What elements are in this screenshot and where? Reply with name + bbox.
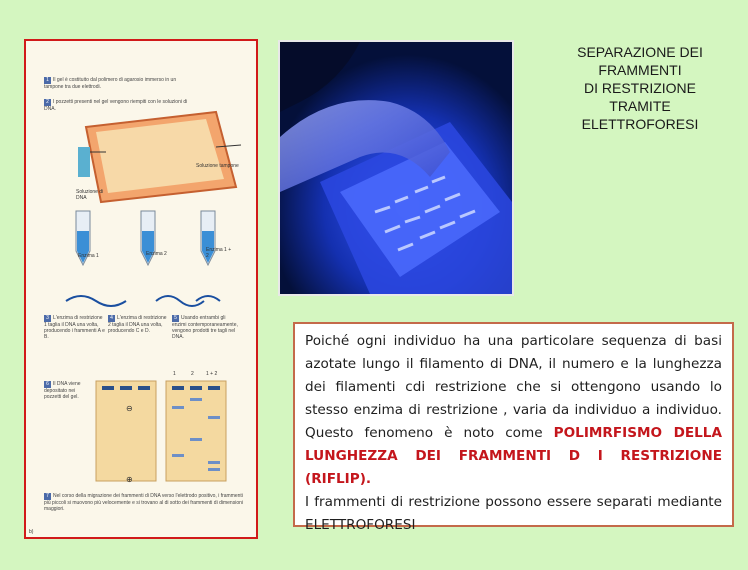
title-line-4: TRAMITE bbox=[609, 98, 671, 114]
title-line-5: ELETTROFORESI bbox=[581, 116, 699, 132]
gel-bands-drawing bbox=[86, 376, 236, 486]
figure-step-6: 6 Il DNA viene depositato nei pozzetti del gel. bbox=[44, 381, 81, 400]
gel-photo bbox=[278, 40, 514, 296]
title-line-2: FRAMMENTI bbox=[598, 62, 682, 78]
figure-step-1: 1 Il gel è costituito dal polimero di agarosio immerso in un tampone tra due elettrodi. bbox=[44, 77, 177, 90]
explanation-textbox bbox=[293, 322, 734, 533]
electrophoresis-figure bbox=[24, 39, 258, 539]
title-line-1: SEPARAZIONE DEI bbox=[577, 44, 703, 60]
enzyme-1-2-label: Enzima 1 + 2 bbox=[206, 247, 232, 259]
enzyme-1-label: Enzima 1 bbox=[78, 253, 99, 259]
lane-1-label: 1 bbox=[173, 371, 176, 377]
minus-electrode: ⊖ bbox=[126, 404, 133, 413]
figure-step-4: 4 L'enzima di restrizione 2 taglia il DNA una volta, producendo C e D. bbox=[108, 315, 167, 334]
lane-2-label: 2 bbox=[191, 371, 194, 377]
paragraph-conclusion: I frammenti di restrizione possono essere separati mediante ELETTROFORESI bbox=[305, 494, 722, 533]
panel-letter: b) bbox=[29, 529, 34, 535]
dna-solution-label: Soluzione di DNA bbox=[76, 189, 104, 201]
paragraph-text: Poiché ogni individuo ha una particolare sequenza di basi azotate lungo il filamento di DNA, il numero e la lunghezza dei filamenti cdi restrizione che si ottengono usando lo stesso enzima di restrizione , varia da individuo a individuo. Questo fenomeno è noto come bbox=[305, 333, 722, 441]
figure-step-2: 2 I pozzetti presenti nel gel vengono riempiti con le soluzioni di DNA. bbox=[44, 99, 188, 112]
enzyme-2-label: Enzima 2 bbox=[146, 251, 167, 257]
figure-step-7: 7 Nel corso della migrazione dei frammenti di DNA verso l'elettrodo positivo, i frammenti più piccoli si muovono più velocemente e si trovano al di sotto dei frammenti di dimensioni maggiori. bbox=[44, 493, 243, 512]
figure-step-3: 3 L'enzima di restrizione 1 taglia il DNA una volta, producendo i frammenti A e B. bbox=[44, 315, 105, 340]
figure-step-5: 5 Usando entrambi gli enzimi contemporaneamente, vengono prodotti tre tagli nel DNA. bbox=[172, 315, 238, 340]
lane-12-label: 1 + 2 bbox=[206, 371, 218, 377]
page-title bbox=[540, 43, 740, 133]
gel-photo-drawing bbox=[280, 42, 512, 294]
plus-electrode: ⊕ bbox=[126, 475, 133, 484]
rflp-highlight: POLIMRFISMO DELLA LUNGHEZZA DEI FRAMMENTI D I RESTRIZIONE (RIFLIP). bbox=[305, 425, 722, 487]
title-line-3: DI RESTRIZIONE bbox=[583, 80, 696, 96]
buffer-label: Soluzione tampone bbox=[196, 163, 239, 169]
